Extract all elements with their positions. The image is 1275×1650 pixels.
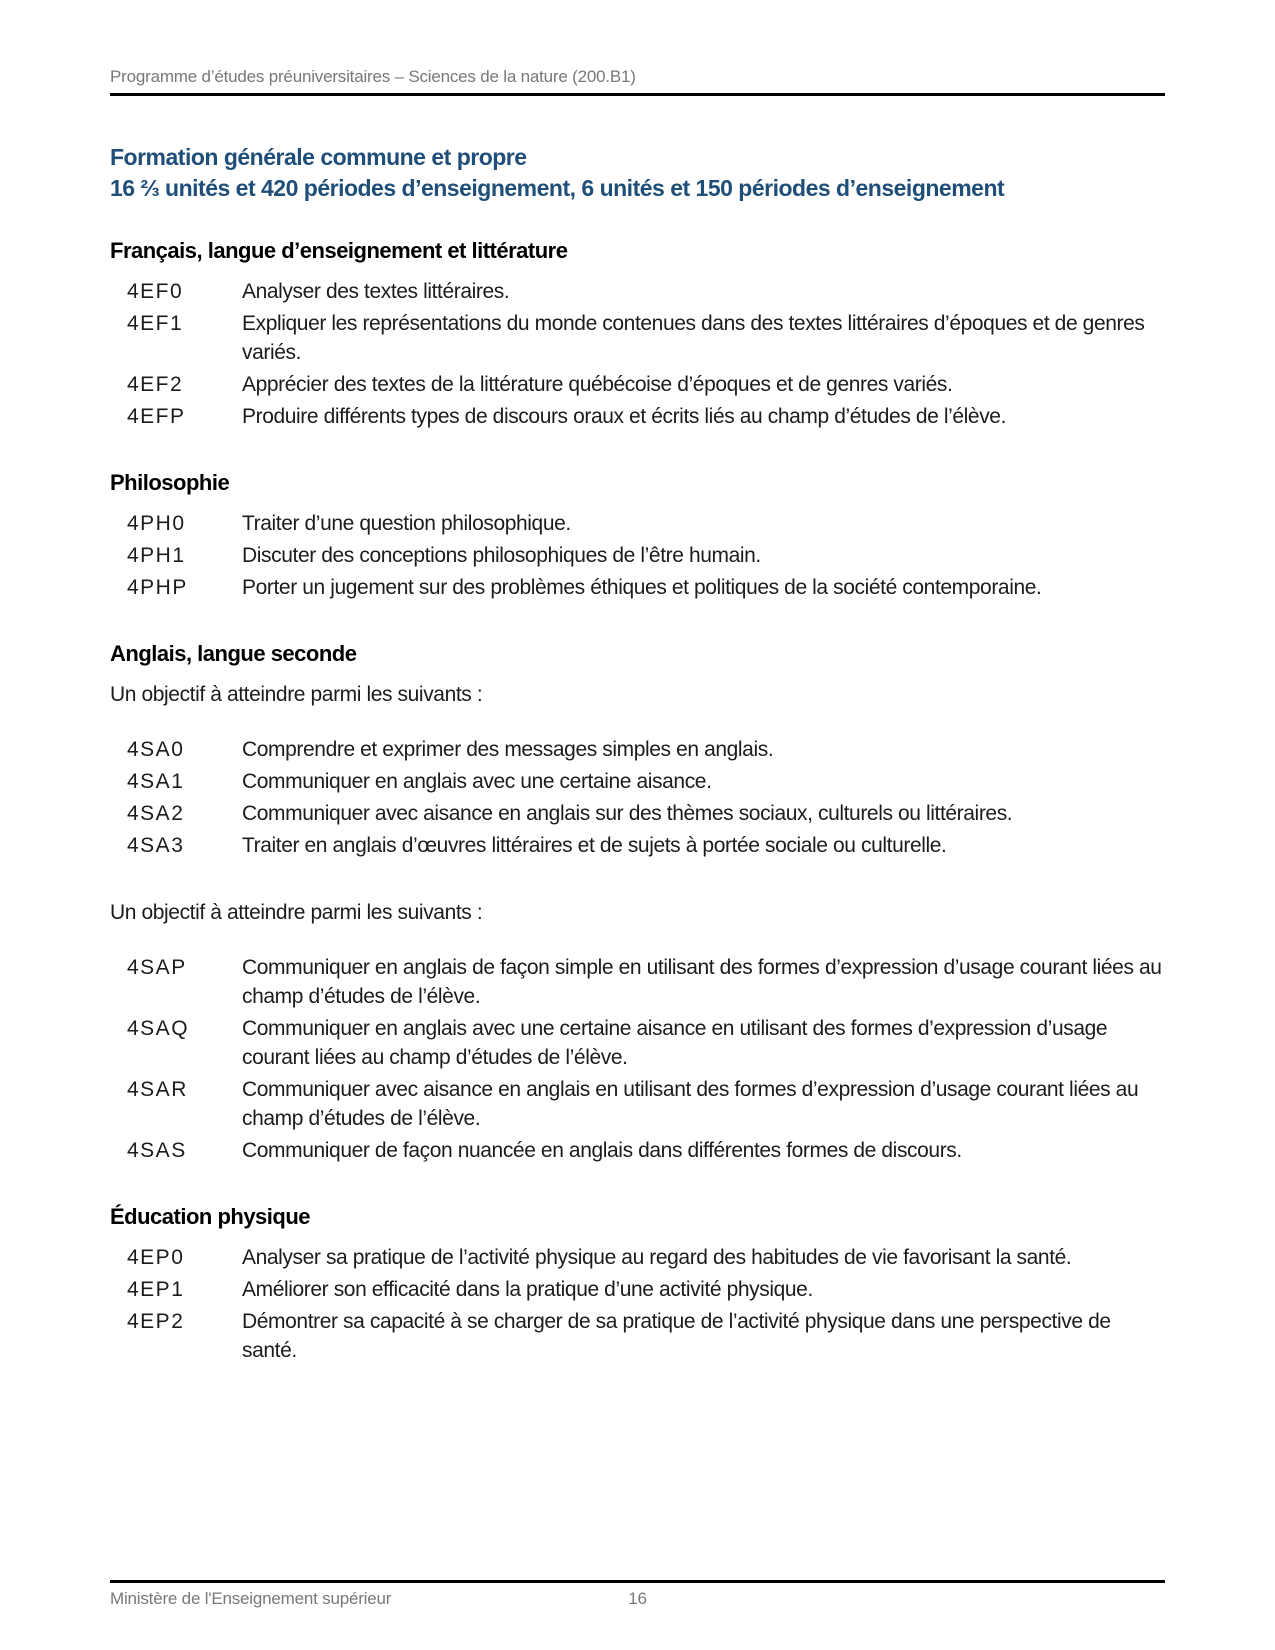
course-section [110, 640, 1165, 860]
objective-row [127, 309, 1165, 367]
objective-code: 4EP2 [127, 1310, 185, 1333]
objective-row [127, 1243, 1165, 1272]
objective-code: 4EF0 [127, 280, 184, 303]
objective-text: Comprendre et exprimer des messages simples en anglais. [242, 738, 774, 761]
objective-code: 4EF1 [127, 312, 184, 335]
section-heading: Éducation physique [110, 1204, 311, 1229]
objective-row [127, 1136, 1165, 1165]
objective-row [127, 277, 1165, 306]
objective-row [127, 767, 1165, 796]
running-header [110, 0, 1165, 96]
section-heading: Philosophie [110, 470, 230, 495]
objective-text: Traiter en anglais d’œuvres littéraires et de sujets à portée sociale ou culturelle. [242, 834, 947, 857]
objective-text: Démontrer sa capacité à se charger de sa pratique de l’activité physique dans une perspective de santé. [242, 1310, 1111, 1362]
objective-row [127, 799, 1165, 828]
running-header-text: Programme d’études préuniversitaires – Sciences de la nature (200.B1) [110, 66, 1165, 96]
objective-code: 4SA2 [127, 802, 185, 825]
page-title-line-2: 16 ⅔ unités et 420 périodes d’enseignement, 6 unités et 150 périodes d’enseignement [110, 175, 1005, 201]
objective-text: Analyser des textes littéraires. [242, 280, 510, 303]
objective-text: Communiquer en anglais de façon simple en utilisant des formes d’expression d’usage courant liées au champ d’études de l’élève. [242, 956, 1162, 1008]
objective-text: Communiquer avec aisance en anglais sur des thèmes sociaux, culturels ou littéraires. [242, 802, 1013, 825]
objective-row [127, 953, 1165, 1011]
objective-code: 4SAQ [127, 1017, 190, 1040]
objective-text: Communiquer en anglais avec une certaine aisance en utilisant des formes d’expression d’usage courant liées au champ d’études de l’élève. [242, 1017, 1108, 1069]
objective-list [110, 953, 1165, 1165]
objective-code: 4SA0 [127, 738, 185, 761]
footer-page-number: 16 [628, 1589, 647, 1608]
objective-row [127, 735, 1165, 764]
section-intro: Un objectif à atteindre parmi les suivants : [110, 683, 483, 706]
objective-row [127, 1075, 1165, 1133]
objective-text: Communiquer de façon nuancée en anglais dans différentes formes de discours. [242, 1139, 962, 1162]
objective-code: 4EFP [127, 405, 186, 428]
course-section [110, 898, 1165, 1165]
objective-row [127, 541, 1165, 570]
objective-code: 4SA1 [127, 770, 185, 793]
objective-text: Traiter d’une question philosophique. [242, 512, 571, 535]
objective-code: 4EP0 [127, 1246, 185, 1269]
objective-code: 4EP1 [127, 1278, 185, 1301]
objective-list [110, 1243, 1165, 1365]
objective-code: 4SAR [127, 1078, 188, 1101]
objective-row [127, 1275, 1165, 1304]
footer-ministry: Ministère de l'Enseignement supérieur [110, 1589, 392, 1608]
objective-row [127, 509, 1165, 538]
objective-row [127, 831, 1165, 860]
objective-code: 4PHP [127, 576, 188, 599]
objective-code: 4SA3 [127, 834, 185, 857]
objective-row [127, 573, 1165, 602]
objective-text: Analyser sa pratique de l’activité physique au regard des habitudes de vie favorisant la santé. [242, 1246, 1072, 1269]
objective-row [127, 370, 1165, 399]
objective-list [110, 735, 1165, 860]
objective-row [127, 402, 1165, 431]
section-heading: Français, langue d’enseignement et littérature [110, 238, 568, 263]
objective-row [127, 1307, 1165, 1365]
section-heading: Anglais, langue seconde [110, 641, 357, 666]
objective-list [110, 509, 1165, 602]
course-section [110, 237, 1165, 431]
objective-text: Porter un jugement sur des problèmes éthiques et politiques de la société contemporaine. [242, 576, 1042, 599]
page-title-line-1: Formation générale commune et propre [110, 144, 527, 170]
objective-code: 4PH0 [127, 512, 186, 535]
page-title [110, 142, 1165, 204]
objective-code: 4PH1 [127, 544, 186, 567]
objective-text: Produire différents types de discours oraux et écrits liés au champ d’études de l’élève. [242, 405, 1007, 428]
sections-container [110, 237, 1165, 1365]
objective-code: 4SAS [127, 1139, 187, 1162]
objective-row [127, 1014, 1165, 1072]
objective-text: Apprécier des textes de la littérature québécoise d’époques et de genres variés. [242, 373, 953, 396]
objective-text: Expliquer les représentations du monde contenues dans des textes littéraires d’époques et de genres variés. [242, 312, 1145, 364]
objective-code: 4SAP [127, 956, 187, 979]
section-intro: Un objectif à atteindre parmi les suivants : [110, 901, 483, 924]
course-section [110, 1203, 1165, 1365]
objective-text: Communiquer en anglais avec une certaine aisance. [242, 770, 712, 793]
objective-text: Communiquer avec aisance en anglais en utilisant des formes d’expression d’usage courant liées au champ d’études de l’élève. [242, 1078, 1139, 1130]
objective-text: Améliorer son efficacité dans la pratique d’une activité physique. [242, 1278, 813, 1301]
objective-text: Discuter des conceptions philosophiques de l’être humain. [242, 544, 761, 567]
objective-code: 4EF2 [127, 373, 184, 396]
objective-list [110, 277, 1165, 431]
running-footer [110, 1580, 1165, 1609]
course-section [110, 469, 1165, 602]
